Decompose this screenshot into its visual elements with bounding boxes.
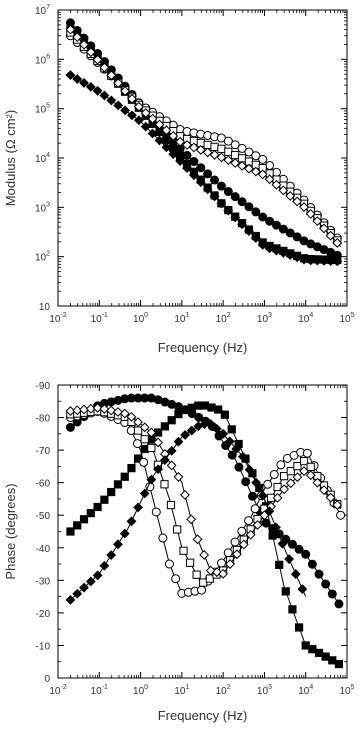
- modulus-chart: [3, 4, 355, 355]
- series-line: [70, 411, 340, 593]
- data-point: [133, 440, 141, 448]
- y-tick-label: -70: [35, 446, 50, 458]
- data-point: [140, 458, 148, 466]
- data-point: [66, 423, 74, 431]
- data-point: [328, 590, 336, 598]
- data-point: [211, 143, 218, 150]
- y-axis-title: Phase (degrees): [3, 483, 18, 580]
- series-line: [70, 23, 340, 257]
- data-point: [307, 463, 314, 470]
- data-point: [295, 624, 302, 631]
- data-point: [80, 516, 87, 523]
- data-point: [193, 571, 200, 578]
- y-tick-label: $10^2$: [34, 250, 50, 264]
- phase-chart: [3, 381, 355, 723]
- data-point: [141, 436, 148, 443]
- data-point: [175, 411, 182, 418]
- data-point: [225, 148, 232, 155]
- y-tick-label: 10: [38, 302, 50, 313]
- y-tick-label: $10^3$: [34, 201, 50, 215]
- data-point: [127, 517, 135, 525]
- data-point: [114, 481, 121, 488]
- data-point: [67, 528, 74, 535]
- data-point: [224, 188, 232, 196]
- series-diamond-filled: [66, 420, 306, 604]
- data-point: [121, 106, 129, 114]
- data-point: [302, 550, 310, 558]
- x-tick-label: $10^4$: [298, 684, 314, 697]
- data-point: [168, 417, 175, 424]
- x-axis-title: Frequency (Hz): [157, 708, 248, 723]
- data-point: [242, 478, 250, 486]
- data-point: [276, 561, 283, 568]
- phase-plot-frame: [58, 385, 347, 678]
- data-point: [217, 559, 225, 567]
- x-tick-label: $10^0$: [133, 312, 149, 325]
- data-point: [108, 488, 115, 495]
- data-point: [238, 527, 246, 535]
- data-point: [315, 570, 323, 578]
- data-point: [74, 522, 81, 529]
- data-point: [289, 606, 296, 613]
- y-tick-label: -90: [35, 381, 50, 392]
- data-point: [309, 646, 316, 653]
- data-point: [87, 510, 94, 517]
- data-point: [322, 653, 329, 660]
- series-line: [70, 398, 340, 606]
- data-point: [217, 182, 225, 190]
- y-tick-label: -40: [35, 543, 50, 555]
- data-point: [161, 481, 168, 488]
- data-point: [187, 515, 195, 523]
- y-tick-label: $10^6$: [34, 53, 50, 67]
- data-point: [114, 540, 122, 548]
- data-point: [302, 642, 309, 649]
- y-tick-label: -10: [35, 641, 50, 653]
- data-point: [181, 491, 189, 499]
- data-point: [101, 496, 108, 503]
- data-point: [167, 501, 174, 508]
- data-point: [180, 547, 187, 554]
- data-point: [238, 198, 246, 206]
- data-point: [186, 559, 193, 566]
- x-tick-label: $10^{-1}$: [90, 312, 108, 325]
- data-point: [238, 155, 245, 162]
- x-tick-label: $10^5$: [339, 312, 355, 325]
- y-tick-label: -60: [35, 478, 50, 490]
- data-point: [204, 141, 211, 148]
- data-point: [270, 471, 278, 479]
- data-point: [287, 468, 294, 475]
- data-point: [208, 404, 215, 411]
- data-point: [269, 532, 276, 539]
- data-point: [264, 480, 272, 488]
- data-point: [200, 551, 208, 559]
- data-point: [221, 411, 228, 418]
- data-point: [172, 575, 180, 583]
- x-tick-label: $10^{-2}$: [49, 312, 67, 325]
- data-point: [134, 503, 142, 511]
- data-point: [329, 657, 336, 664]
- data-point: [292, 570, 300, 578]
- data-point: [94, 503, 101, 510]
- y-tick-label: $10^7$: [34, 4, 50, 17]
- data-point: [161, 423, 168, 430]
- data-point: [298, 585, 306, 593]
- data-point: [165, 560, 173, 568]
- x-tick-label: $10^1$: [174, 312, 190, 325]
- data-point: [285, 555, 293, 563]
- y-tick-label: $10^4$: [34, 152, 50, 165]
- data-point: [335, 600, 343, 608]
- data-point: [308, 560, 316, 568]
- data-point: [181, 431, 189, 439]
- x-tick-label: $10^{-2}$: [49, 684, 67, 697]
- data-point: [107, 96, 115, 104]
- data-point: [121, 529, 129, 537]
- data-point: [224, 549, 232, 557]
- data-point: [206, 575, 213, 582]
- data-point: [282, 588, 289, 595]
- series-square-filled: [67, 402, 343, 668]
- y-tick-label: -20: [35, 608, 50, 620]
- data-point: [152, 508, 160, 516]
- data-point: [300, 458, 307, 465]
- data-point: [100, 91, 108, 99]
- data-point: [337, 511, 345, 519]
- data-point: [107, 551, 115, 559]
- data-point: [128, 465, 135, 472]
- data-point: [235, 463, 243, 471]
- y-tick-label: 0: [44, 674, 50, 685]
- data-point: [174, 526, 181, 533]
- data-point: [128, 111, 136, 119]
- data-point: [114, 101, 122, 109]
- data-point: [231, 193, 239, 201]
- y-tick-label: -50: [35, 511, 50, 523]
- data-point: [201, 402, 208, 409]
- data-point: [198, 586, 206, 594]
- x-tick-label: $10^2$: [215, 684, 231, 697]
- data-point: [315, 649, 322, 656]
- data-point: [251, 505, 259, 513]
- x-tick-label: $10^{-1}$: [90, 684, 108, 697]
- data-point: [121, 473, 128, 480]
- y-tick-label: -30: [35, 576, 50, 588]
- data-point: [215, 406, 222, 413]
- data-point: [231, 538, 239, 546]
- x-tick-label: $10^0$: [133, 684, 149, 697]
- data-point: [174, 437, 182, 445]
- data-point: [200, 579, 207, 586]
- x-tick-label: $10^2$: [215, 312, 231, 325]
- data-point: [245, 203, 253, 211]
- x-tick-label: $10^4$: [298, 312, 314, 325]
- data-point: [335, 660, 342, 667]
- x-tick-label: $10^3$: [256, 312, 272, 325]
- data-point: [188, 426, 196, 434]
- data-point: [322, 580, 330, 588]
- data-point: [141, 445, 148, 452]
- x-tick-label: $10^5$: [339, 684, 355, 697]
- data-point: [211, 176, 219, 184]
- data-point: [159, 534, 167, 542]
- y-axis-title: Modulus (Ω cm²): [3, 109, 18, 207]
- data-point: [252, 208, 260, 216]
- data-point: [303, 449, 311, 457]
- data-point: [232, 151, 239, 158]
- x-axis-title: Frequency (Hz): [157, 340, 248, 355]
- x-tick-label: $10^1$: [174, 684, 190, 697]
- data-point: [245, 517, 253, 525]
- data-point: [228, 426, 235, 433]
- data-point: [281, 473, 288, 480]
- data-point: [167, 461, 175, 469]
- data-point: [277, 461, 285, 469]
- data-point: [148, 444, 155, 451]
- y-tick-label: $10^5$: [34, 102, 50, 116]
- data-point: [294, 463, 301, 470]
- data-point: [174, 473, 182, 481]
- x-tick-label: $10^3$: [256, 684, 272, 697]
- y-tick-label: -80: [35, 413, 50, 425]
- data-point: [249, 492, 257, 500]
- data-point: [100, 562, 108, 570]
- data-point: [193, 535, 201, 543]
- data-point: [218, 145, 225, 152]
